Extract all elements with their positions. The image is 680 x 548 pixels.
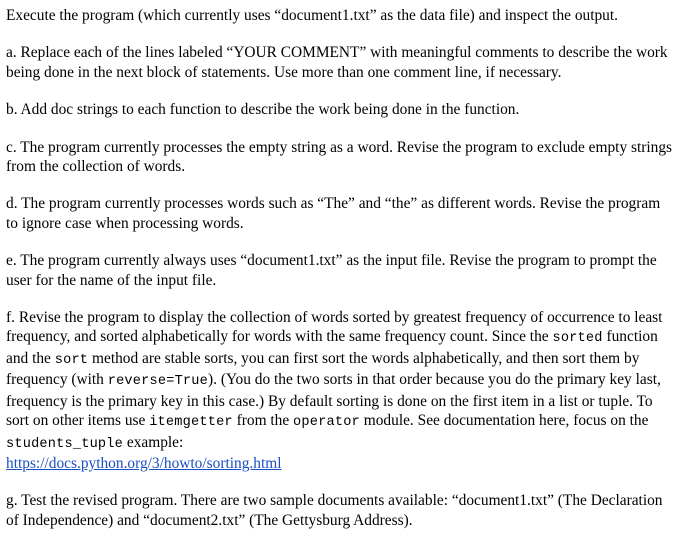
item-f-paragraph — [6, 308, 674, 473]
sorting-howto-link[interactable]: https://docs.python.org/3/howto/sorting.html — [6, 454, 282, 472]
item-f-text-4: ). (You do the two sorts in that order because you do the primary key last, frequency is the primary key in this case.) By default sorting is done on the first item in a list or tuple. To sort on other items use — [6, 371, 661, 430]
item-d-paragraph: d. The program currently processes words such as “The” and “the” as different words. Revise the program to ignore case when processing words. — [6, 195, 661, 232]
item-f-text-7: example: — [123, 433, 184, 451]
intro-paragraph: Execute the program (which currently uses “document1.txt” as the data file) and inspect the output. — [6, 7, 618, 24]
item-b-paragraph: b. Add doc strings to each function to describe the work being done in the function. — [6, 101, 520, 119]
item-e-paragraph: e. The program currently always uses “document1.txt” as the input file. Revise the program to prompt the user for the name of the input file. — [6, 252, 657, 289]
item-f-text-1: f. Revise the program to display the collection of words sorted by greatest frequency of occurrence to least frequency, and sorted alphabetically for words with the same frequency count. Since the — [6, 309, 663, 346]
code-itemgetter: itemgetter — [149, 415, 233, 431]
item-g-paragraph: g. Test the revised program. There are two sample documents available: “document1.txt” (The Declaration of Independence) and “document2.txt” (The Gettysburg Address). — [6, 492, 663, 529]
item-c-paragraph: c. The program currently processes the empty string as a word. Revise the program to exclude empty strings from the collection of words. — [6, 138, 673, 176]
assignment-document — [6, 6, 674, 548]
code-operator: operator — [293, 415, 360, 431]
item-f-text-6: module. See documentation here, focus on the — [359, 412, 649, 430]
code-sort: sort — [54, 352, 89, 368]
code-sorted: sorted — [552, 331, 603, 347]
code-students-tuple: students_tuple — [6, 436, 124, 452]
item-f-text-3: method are stable sorts, you can first sort the words alphabetically, and then sort them by frequency (with — [6, 349, 640, 389]
item-f-text-5: from the — [232, 412, 294, 430]
code-reverse-true: reverse=True — [107, 374, 209, 390]
item-f-text-2: function and the — [6, 328, 658, 367]
item-a-paragraph: a. Replace each of the lines labeled “YOUR COMMENT” with meaningful comments to describe the work being done in the next block of statements. Use more than one comment line, if necessary. — [6, 44, 668, 81]
